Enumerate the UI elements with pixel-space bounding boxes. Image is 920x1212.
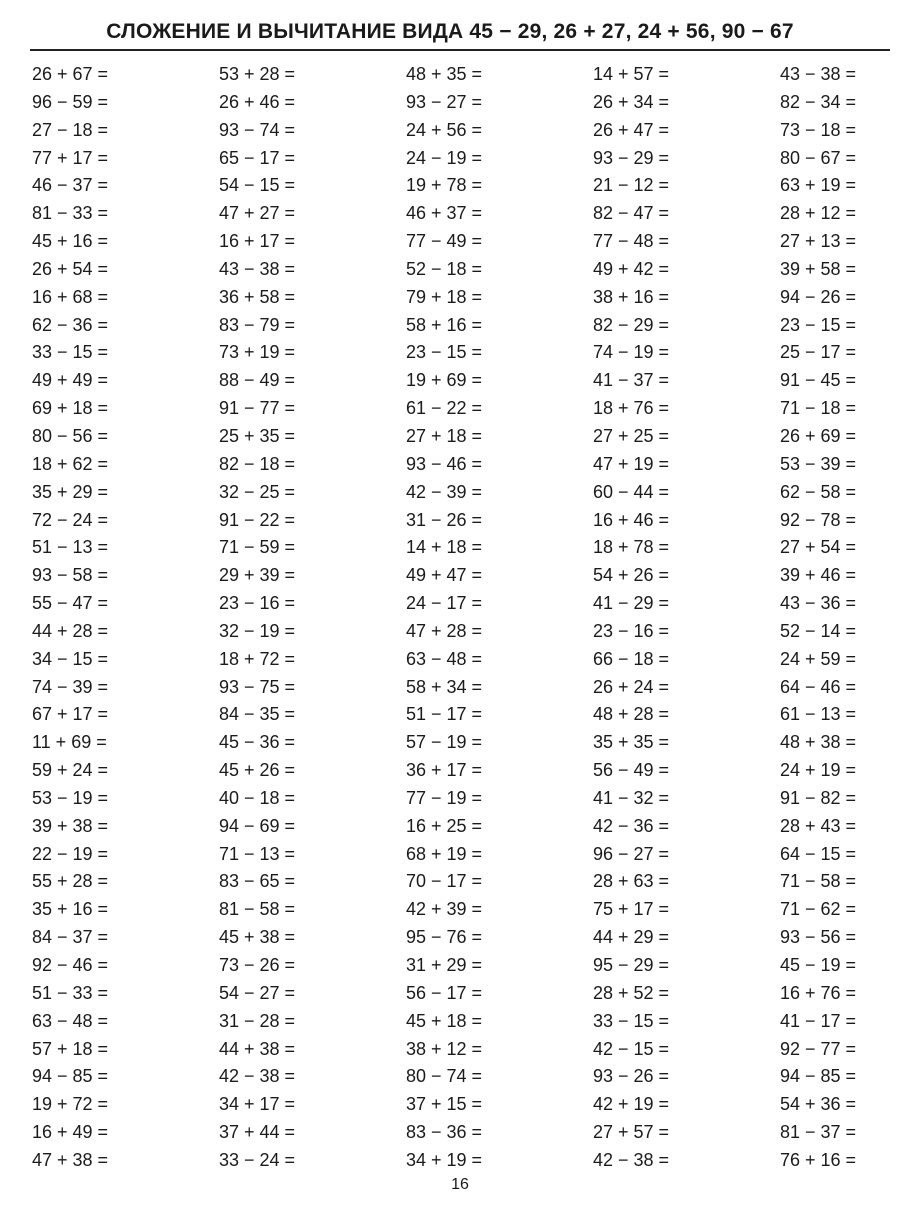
exercise-item: 18 + 76 = (593, 398, 670, 419)
exercise-item: 18 + 78 = (593, 537, 670, 558)
exercise-item: 31 − 28 = (219, 1010, 296, 1031)
exercise-item: 28 + 43 = (780, 815, 857, 836)
exercise-item: 25 − 17 = (780, 342, 857, 363)
exercise-item: 94 − 85 = (780, 1066, 857, 1087)
exercise-item: 51 − 33 = (32, 982, 109, 1003)
exercise-item: 75 + 17 = (593, 899, 670, 920)
exercise-item: 48 + 35 = (406, 64, 483, 84)
exercise-item: 57 + 18 = (32, 1038, 109, 1059)
exercise-item: 16 + 49 = (32, 1122, 109, 1143)
exercise-grid (0, 61, 920, 1170)
exercise-item: 27 + 18 = (406, 425, 483, 446)
exercise-item: 80 − 56 = (32, 425, 109, 446)
exercise-item: 35 + 35 = (593, 732, 670, 753)
exercise-item: 93 − 26 = (593, 1066, 670, 1087)
exercise-item: 91 − 45 = (780, 370, 857, 391)
exercise-item: 81 − 37 = (780, 1122, 857, 1143)
exercise-item: 27 + 57 = (593, 1122, 670, 1143)
exercise-item: 72 − 24 = (32, 509, 109, 530)
exercise-item: 23 − 15 = (780, 314, 857, 335)
exercise-column-4 (593, 61, 703, 1175)
exercise-item: 44 + 28 = (32, 620, 109, 641)
exercise-item: 54 − 15 = (219, 175, 296, 196)
exercise-item: 81 − 33 = (32, 203, 109, 224)
title-underline (30, 49, 890, 51)
exercise-item: 31 − 26 = (406, 509, 483, 530)
exercise-item: 34 + 17 = (219, 1094, 296, 1115)
exercise-item: 83 − 36 = (406, 1122, 483, 1143)
exercise-item: 24 + 56 = (406, 119, 483, 140)
exercise-item: 47 + 28 = (406, 620, 483, 641)
exercise-item: 73 − 18 = (780, 119, 857, 140)
exercise-item: 43 − 38 = (780, 64, 857, 84)
exercise-item: 45 + 38 = (219, 927, 296, 948)
exercise-item: 49 + 47 = (406, 565, 483, 586)
exercise-item: 58 + 16 = (406, 314, 483, 335)
exercise-item: 37 + 15 = (406, 1094, 483, 1115)
exercise-item: 26 + 24 = (593, 676, 670, 697)
exercise-item: 32 − 19 = (219, 620, 296, 641)
exercise-item: 79 + 18 = (406, 286, 483, 307)
exercise-item: 82 − 29 = (593, 314, 670, 335)
exercise-item: 14 + 57 = (593, 64, 670, 84)
exercise-item: 49 + 49 = (32, 370, 109, 391)
exercise-item: 94 − 69 = (219, 815, 296, 836)
exercise-item: 91 − 82 = (780, 787, 857, 808)
exercise-item: 71 − 62 = (780, 899, 857, 920)
exercise-item: 42 − 36 = (593, 815, 670, 836)
exercise-item: 48 + 38 = (780, 732, 857, 753)
exercise-item: 42 − 38 = (219, 1066, 296, 1087)
page-title: СЛОЖЕНИЕ И ВЫЧИТАНИЕ ВИДА 45 − 29, 26 + 27, 24 + 56, 90 − 67 (106, 20, 794, 43)
exercise-item: 24 + 19 = (780, 760, 857, 781)
exercise-item: 27 + 25 = (593, 425, 670, 446)
exercise-item: 39 + 38 = (32, 815, 109, 836)
exercise-item: 77 + 17 = (32, 147, 109, 168)
exercise-item: 44 + 29 = (593, 927, 670, 948)
exercise-item: 54 + 26 = (593, 565, 670, 586)
exercise-item: 26 + 46 = (219, 91, 296, 112)
exercise-item: 28 + 63 = (593, 871, 670, 892)
exercise-item: 96 − 27 = (593, 843, 670, 864)
exercise-item: 43 − 38 = (219, 258, 296, 279)
exercise-item: 62 − 58 = (780, 481, 857, 502)
exercise-item: 31 + 29 = (406, 955, 483, 975)
exercise-item: 71 − 18 = (780, 398, 857, 419)
exercise-item: 68 + 19 = (406, 843, 483, 864)
exercise-item: 19 + 78 = (406, 175, 483, 196)
exercise-item: 71 − 58 = (780, 871, 857, 892)
exercise-item: 92 − 78 = (780, 509, 857, 530)
exercise-item: 93 − 74 = (219, 119, 296, 140)
exercise-item: 71 − 59 = (219, 537, 296, 558)
exercise-item: 70 − 17 = (406, 871, 483, 892)
exercise-item: 83 − 65 = (219, 871, 296, 892)
exercise-item: 29 + 39 = (219, 565, 296, 586)
exercise-item: 42 + 39 = (406, 899, 483, 920)
exercise-item: 45 − 19 = (780, 955, 857, 975)
exercise-item: 93 − 46 = (406, 453, 483, 474)
exercise-item: 55 + 28 = (32, 871, 109, 892)
exercise-item: 19 + 69 = (406, 370, 483, 391)
exercise-item: 25 + 35 = (219, 425, 296, 446)
exercise-column-1 (32, 61, 142, 1175)
exercise-item: 39 + 46 = (780, 565, 857, 586)
exercise-item: 82 − 18 = (219, 453, 296, 474)
exercise-item: 64 − 46 = (780, 676, 857, 697)
exercise-item: 42 − 15 = (593, 1038, 670, 1059)
exercise-item: 60 − 44 = (593, 481, 670, 502)
exercise-item: 91 − 22 = (219, 509, 296, 530)
exercise-item: 33 − 24 = (219, 1149, 296, 1170)
exercise-item: 41 − 17 = (780, 1010, 857, 1031)
exercise-item: 16 + 17 = (219, 231, 296, 252)
exercise-item: 41 − 29 = (593, 593, 670, 614)
exercise-item: 42 − 38 = (593, 1149, 670, 1170)
exercise-item: 26 + 34 = (593, 91, 670, 112)
exercise-item: 95 − 29 = (593, 955, 670, 975)
exercise-item: 24 + 59 = (780, 648, 857, 669)
exercise-item: 77 − 48 = (593, 231, 670, 252)
exercise-item: 35 + 16 = (32, 899, 109, 920)
exercise-item: 21 − 12 = (593, 175, 670, 196)
exercise-item: 74 − 39 = (32, 676, 109, 697)
exercise-item: 71 − 13 = (219, 843, 296, 864)
exercise-item: 51 − 13 = (32, 537, 109, 558)
exercise-item: 45 + 18 = (406, 1010, 483, 1031)
exercise-item: 18 + 62 = (32, 453, 109, 474)
exercise-item: 67 + 17 = (32, 704, 109, 725)
exercise-item: 26 + 47 = (593, 119, 670, 140)
exercise-column-3 (406, 61, 516, 1175)
exercise-item: 77 − 49 = (406, 231, 483, 252)
exercise-item: 35 + 29 = (32, 481, 109, 502)
exercise-item: 80 − 67 = (780, 147, 857, 168)
exercise-item: 36 + 17 = (406, 760, 483, 781)
exercise-item: 28 + 52 = (593, 982, 670, 1003)
exercise-item: 39 + 58 = (780, 258, 857, 279)
exercise-item: 42 + 19 = (593, 1094, 670, 1115)
exercise-item: 92 − 46 = (32, 955, 109, 975)
exercise-item: 44 + 38 = (219, 1038, 296, 1059)
exercise-item: 43 − 36 = (780, 593, 857, 614)
exercise-item: 65 − 17 = (219, 147, 296, 168)
exercise-item: 47 + 38 = (32, 1149, 109, 1170)
page-number: 16 (451, 1176, 469, 1193)
exercise-item: 32 − 25 = (219, 481, 296, 502)
exercise-item: 23 − 15 = (406, 342, 483, 363)
exercise-item: 26 + 69 = (780, 425, 857, 446)
exercise-item: 92 − 77 = (780, 1038, 857, 1059)
exercise-item: 93 − 29 = (593, 147, 670, 168)
exercise-item: 47 + 19 = (593, 453, 670, 474)
exercise-item: 19 + 72 = (32, 1094, 109, 1115)
exercise-item: 82 − 47 = (593, 203, 670, 224)
exercise-item: 63 + 19 = (780, 175, 857, 196)
exercise-item: 74 − 19 = (593, 342, 670, 363)
exercise-item: 83 − 79 = (219, 314, 296, 335)
exercise-item: 16 + 68 = (32, 286, 109, 307)
exercise-item: 28 + 12 = (780, 203, 857, 224)
exercise-item: 40 − 18 = (219, 787, 296, 808)
exercise-item: 22 − 19 = (32, 843, 109, 864)
exercise-item: 56 − 49 = (593, 760, 670, 781)
exercise-item: 73 + 19 = (219, 342, 296, 363)
exercise-item: 37 + 44 = (219, 1122, 296, 1143)
exercise-item: 36 + 58 = (219, 286, 296, 307)
exercise-item: 23 − 16 = (219, 593, 296, 614)
exercise-item: 54 + 36 = (780, 1094, 857, 1115)
exercise-item: 27 + 13 = (780, 231, 857, 252)
exercise-item: 76 + 16 = (780, 1149, 857, 1170)
exercise-item: 80 − 74 = (406, 1066, 483, 1087)
exercise-item: 54 − 27 = (219, 982, 296, 1003)
exercise-item: 26 + 54 = (32, 258, 109, 279)
exercise-item: 66 − 18 = (593, 648, 670, 669)
exercise-item: 49 + 42 = (593, 258, 670, 279)
exercise-item: 46 − 37 = (32, 175, 109, 196)
exercise-item: 24 − 19 = (406, 147, 483, 168)
exercise-item: 47 + 27 = (219, 203, 296, 224)
exercise-item: 51 − 17 = (406, 704, 483, 725)
exercise-item: 42 − 39 = (406, 481, 483, 502)
exercise-item: 94 − 26 = (780, 286, 857, 307)
exercise-item: 41 − 37 = (593, 370, 670, 391)
exercise-item: 82 − 34 = (780, 91, 857, 112)
exercise-item: 45 + 26 = (219, 760, 296, 781)
exercise-item: 59 + 24 = (32, 760, 109, 781)
exercise-item: 52 − 18 = (406, 258, 483, 279)
exercise-item: 34 + 19 = (406, 1149, 483, 1170)
exercise-item: 33 − 15 = (593, 1010, 670, 1031)
exercise-item: 61 − 13 = (780, 704, 857, 725)
exercise-column-5 (780, 61, 890, 1175)
exercise-item: 55 − 47 = (32, 593, 109, 614)
exercise-item: 96 − 59 = (32, 91, 109, 112)
exercise-item: 24 − 17 = (406, 593, 483, 614)
exercise-item: 95 − 76 = (406, 927, 483, 948)
exercise-item: 81 − 58 = (219, 899, 296, 920)
exercise-item: 94 − 85 = (32, 1066, 109, 1087)
exercise-item: 16 + 76 = (780, 982, 857, 1003)
exercise-item: 45 − 36 = (219, 732, 296, 753)
exercise-item: 91 − 77 = (219, 398, 296, 419)
exercise-item: 27 + 54 = (780, 537, 857, 558)
exercise-item: 93 − 75 = (219, 676, 296, 697)
exercise-item: 46 + 37 = (406, 203, 483, 224)
exercise-item: 45 + 16 = (32, 231, 109, 252)
exercise-item: 84 − 37 = (32, 927, 109, 948)
exercise-item: 38 + 12 = (406, 1038, 483, 1059)
exercise-item: 61 − 22 = (406, 398, 483, 419)
exercise-item: 33 − 15 = (32, 342, 109, 363)
exercise-item: 53 − 39 = (780, 453, 857, 474)
exercise-item: 16 + 46 = (593, 509, 670, 530)
exercise-item: 93 − 58 = (32, 565, 109, 586)
exercise-item: 64 − 15 = (780, 843, 857, 864)
exercise-item: 84 − 35 = (219, 704, 296, 725)
exercise-item: 93 − 27 = (406, 91, 483, 112)
exercise-item: 57 − 19 = (406, 732, 483, 753)
exercise-item: 93 − 56 = (780, 927, 857, 948)
exercise-item: 26 + 67 = (32, 64, 109, 84)
exercise-item: 56 − 17 = (406, 982, 483, 1003)
exercise-item: 14 + 18 = (406, 537, 483, 558)
exercise-item: 16 + 25 = (406, 815, 483, 836)
exercise-item: 38 + 16 = (593, 286, 670, 307)
exercise-item: 34 − 15 = (32, 648, 109, 669)
exercise-item: 63 − 48 = (32, 1010, 109, 1031)
exercise-item: 73 − 26 = (219, 955, 296, 975)
exercise-item: 52 − 14 = (780, 620, 857, 641)
exercise-item: 27 − 18 = (32, 119, 109, 140)
exercise-item: 53 − 19 = (32, 787, 109, 808)
exercise-item: 77 − 19 = (406, 787, 483, 808)
exercise-item: 62 − 36 = (32, 314, 109, 335)
exercise-item: 88 − 49 = (219, 370, 296, 391)
exercise-item: 53 + 28 = (219, 64, 296, 84)
exercise-item: 69 + 18 = (32, 398, 109, 419)
exercise-item: 48 + 28 = (593, 704, 670, 725)
exercise-item: 41 − 32 = (593, 787, 670, 808)
exercise-item: 58 + 34 = (406, 676, 483, 697)
exercise-item: 23 − 16 = (593, 620, 670, 641)
exercise-item: 63 − 48 = (406, 648, 483, 669)
exercise-item: 11 + 69 = (32, 732, 107, 753)
exercise-item: 18 + 72 = (219, 648, 296, 669)
exercise-column-2 (219, 61, 329, 1175)
